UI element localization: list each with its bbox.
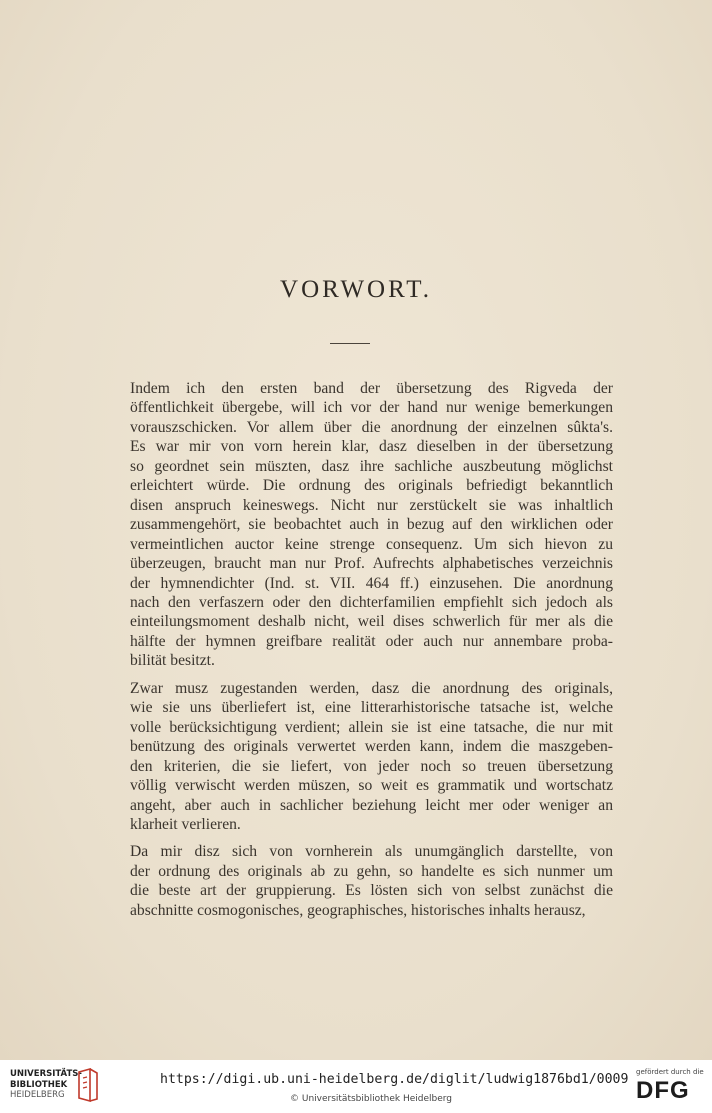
paragraph: [90, 842, 613, 920]
text-line: der ordnung des originals ab zu gehn, so handelte es sich nunmer um: [130, 862, 613, 880]
body-text: [90, 379, 613, 928]
text-line: Zwar musz zugestanden werden, dasz die anordnung des originals,: [130, 679, 613, 697]
text-line: die beste art der gruppierung. Es lösten sich von selbst zunächst die: [130, 882, 613, 900]
library-name-line1: UNIVERSITÄTS-: [10, 1069, 82, 1079]
title-divider: [330, 343, 370, 344]
text-line: den kriterien, die sie liefert, von jeder noch so treuen übersetzung: [130, 757, 613, 775]
library-logo-icon: [76, 1068, 100, 1102]
text-line: hälfte der hymnen greifbare realität oder auch nur annembare proba-: [130, 632, 613, 650]
text-line: abschnitte cosmogonisches, geographisches, historisches inhalts herausz,: [130, 901, 586, 919]
text-line: völlig verwischt werden müszen, so weit es grammatik und wortschatz: [130, 777, 613, 795]
text-line: Es war mir von vorn herein klar, dasz dieselben in der übersetzung: [130, 438, 613, 456]
text-line: öffentlichkeit übergebe, will ich vor der hand nur wenige bemerkungen: [130, 399, 613, 417]
text-line: angeht, aber auch in sachlicher beziehung leicht mer oder weniger an: [130, 796, 613, 814]
text-line: wie sie uns überliefert ist, eine litterarhistorische tatsache ist, welche: [130, 699, 613, 717]
text-line: vermeintlichen auctor keine strenge consequenz. Um sich hievon zu: [130, 535, 613, 553]
text-line: nach den verfaszern oder den dichterfamilien empfiehlt sich jedoch als: [130, 593, 613, 611]
text-line: zusammengehört, sie beobachtet auch in bezug auf den wirklichen oder: [130, 516, 613, 534]
paragraph: [90, 379, 613, 671]
library-name-line3: HEIDELBERG: [10, 1090, 65, 1100]
text-line: disen anspruch keineswegs. Nicht nur zerstückelt sie was inhaltlich: [130, 496, 613, 514]
library-name-line2: BIBLIOTHEK: [10, 1079, 68, 1090]
page-title: VORWORT.: [280, 276, 432, 303]
text-line: volle berücksichtigung verdient; allein sie ist eine tatsache, die nur mit: [130, 718, 613, 736]
text-line: so geordnet sein müszten, dasz ihre sachliche auszbeutung möglichst: [130, 457, 613, 475]
funding-caption: gefördert durch die: [636, 1068, 704, 1076]
text-line: erleichtert würde. Die ordnung des originals befriedigt bekanntlich: [130, 477, 613, 495]
paragraph: [90, 679, 613, 835]
text-line: Indem ich den ersten band der übersetzung des Rigveda der: [130, 380, 613, 397]
permalink-url[interactable]: https://digi.ub.uni-heidelberg.de/diglit/ludwig1876bd1/0009: [160, 1072, 629, 1087]
text-line: Da mir disz sich von vornherein als unumgänglich darstellte, von: [130, 843, 613, 861]
copyright-notice: © Universitätsbibliothek Heidelberg: [290, 1094, 453, 1104]
text-line: benützung des originals verwertet werden kann, indem die maszgeben-: [130, 738, 613, 756]
text-line: einteilungsmoment deshalb nicht, weil dises schwerlich für mer als die: [130, 613, 613, 631]
dfg-logo[interactable]: DFG: [636, 1077, 690, 1104]
text-line: bilität besitzt.: [130, 652, 215, 670]
text-line: überzeugen, braucht man nur Prof. Aufrechts alphabetisches verzeichnis: [130, 555, 613, 573]
text-line: vorauszschicken. Vor allem über die anordnung der einzelnen sûkta's.: [130, 418, 613, 436]
footer-bar: [0, 1060, 712, 1113]
library-logo-text[interactable]: [10, 1069, 82, 1101]
text-line: klarheit verlieren.: [130, 815, 241, 833]
text-line: der hymnendichter (Ind. st. VII. 464 ff.) einzusehen. Die anordnung: [130, 574, 613, 592]
